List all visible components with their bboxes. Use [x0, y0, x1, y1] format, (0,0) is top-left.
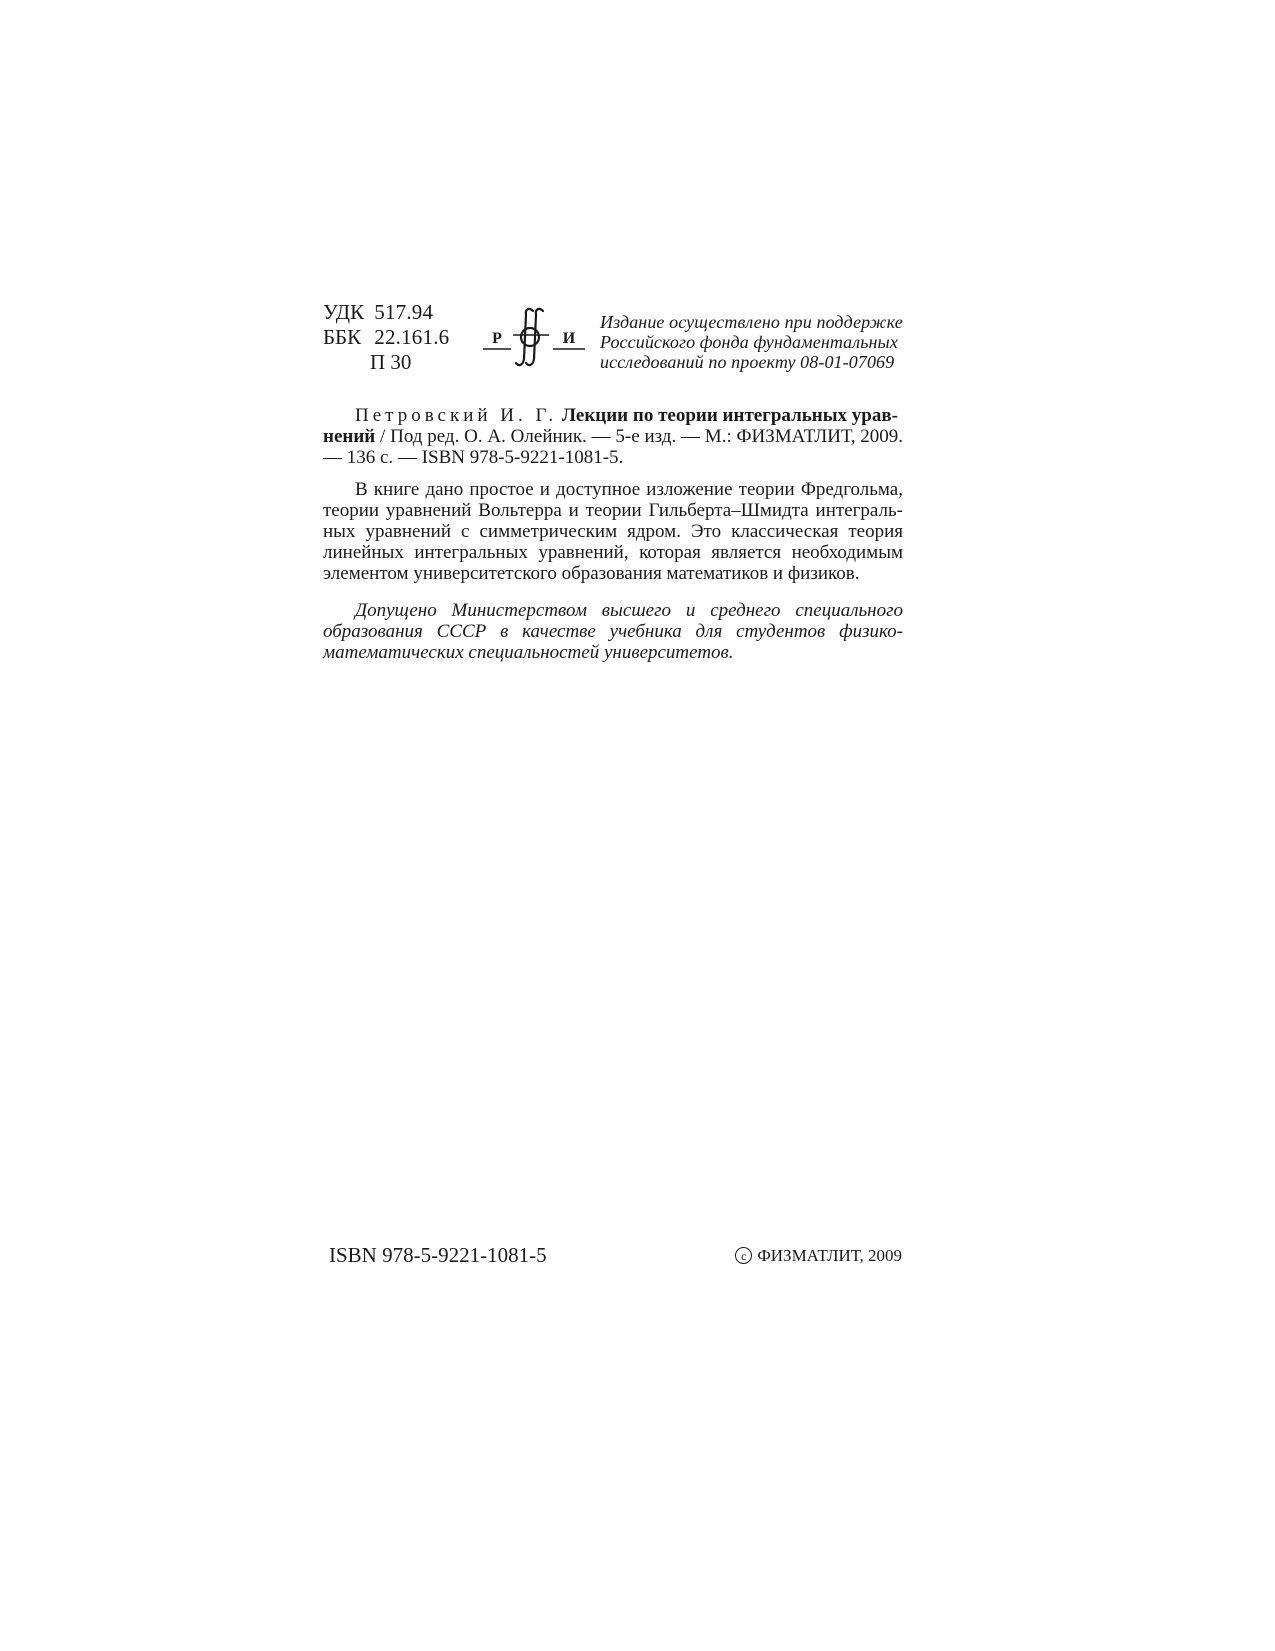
- bib-publication-info: / Под ред. О. А. Олейник. — 5-е изд. — М.: ФИЗМАТЛИТ,: [375, 426, 856, 447]
- bbk-value: 22.161.6: [374, 325, 450, 349]
- copyright-text: ФИЗМАТЛИТ, 2009: [757, 1246, 902, 1265]
- logo-letter-left: Р: [492, 330, 502, 347]
- bib-title: Лекции по теории интегральных урав- нений: [323, 405, 898, 447]
- bib-publication-info: 2009. — 136 с. — ISBN 978-5-9221-1081-5.: [323, 426, 904, 468]
- bibliographic-record: [323, 405, 903, 468]
- rffi-logo-icon: [481, 305, 589, 369]
- copyright-icon: c: [735, 1247, 752, 1264]
- logo-letter-right: И: [562, 330, 576, 347]
- classification-block: [323, 300, 449, 375]
- bib-author: Петровский И. Г.: [355, 405, 558, 426]
- author-code: П 30: [370, 350, 412, 374]
- grant-note-line: Российского фонда фундаментальных: [600, 332, 898, 352]
- copyright-line: [735, 1246, 902, 1266]
- grant-note-line: Издание осуществлено при поддержке: [600, 312, 903, 332]
- udk-value: 517.94: [374, 300, 434, 324]
- udk-row: [323, 300, 449, 325]
- bbk-label: ББК: [323, 325, 362, 349]
- udk-label: УДК: [323, 300, 365, 324]
- approval-note: Допущено Министерством высшего и среднего специального образования СССР в качестве учебника для студентов физико-математических специальностей университетов.: [323, 600, 903, 663]
- grant-note-line: исследований по проекту 08-01-07069: [600, 352, 895, 372]
- abstract: В книге дано простое и доступное изложение теории Фредгольма, теории уравнений Вольтерра и теории Гильберта–Шмидта интеграль-ных уравнений с симметрическим ядром. Это классическая теория линейных интегральных уравнений, которая является необходимым элементом университетского образования математиков и физиков.: [323, 479, 903, 584]
- bbk-row: [323, 325, 449, 350]
- isbn-footer: ISBN 978-5-9221-1081-5: [329, 1243, 547, 1267]
- grant-note: [600, 312, 903, 372]
